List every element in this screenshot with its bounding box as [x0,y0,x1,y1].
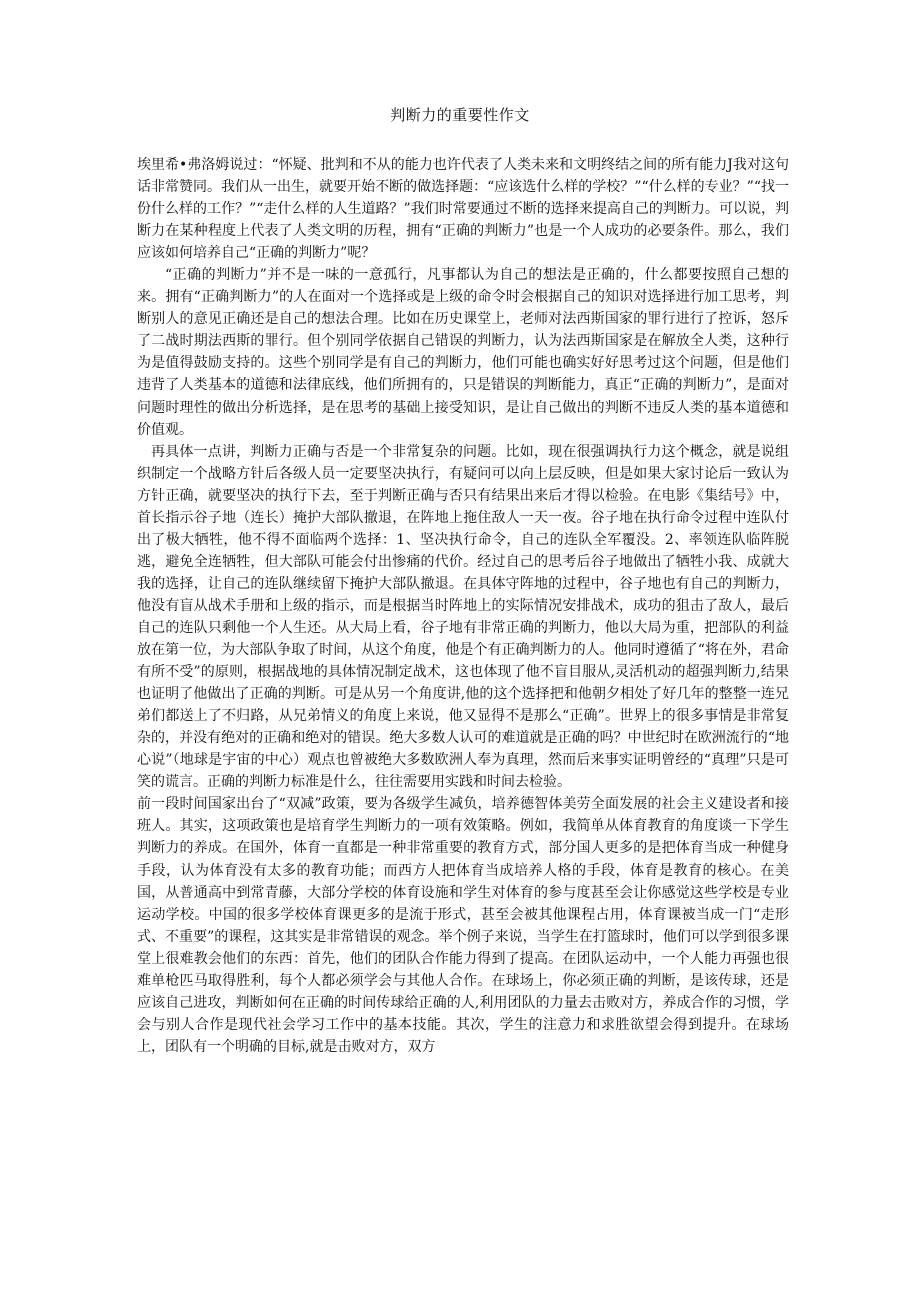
document-title: 判断力的重要性作文 [390,106,530,124]
paragraph-1: 埃里希•弗洛姆说过：“怀疑、批判和不从的能力也许代表了人类未来和文明终结之间的所有能力J我对这句话非常赞同。我们从一出生，就要开始不断的做选择题：“应该选什么样的学校？”“什么样的专业？”“找一份什么样的工作？”“走什么样的人生道路？”我们时常要通过不断的选择来提高自己的判断力。可以说，判断力在某种程度上代表了人类文明的历程，拥有“正确的判断力”也是一个人成功的必要条件。那么，我们应该如何培养自己“正确的判断力”呢？ [137,157,789,262]
document-body [137,154,789,1058]
paragraph-2: “正确的判断力”并不是一味的一意孤行，凡事都认为自己的想法是正确的，什么都要按照自己想的来。拥有“正确判断力”的人在面对一个选择或是上级的命令时会根据自己的知识对选择进行加工思考，判断别人的意见正确还是自己的想法合理。比如在历史课堂上，老师对法西斯国家的罪行进行了控诉，怒斥了二战时期法西斯的罪行。但个别同学依据自己错误的判断力，认为法西斯国家是在解放全人类，这种行为是值得鼓励支持的。这些个别同学是有自己的判断力，他们可能也确实好好思考过这个问题，但是他们违背了人类基本的道德和法律底线，他们所拥有的，只是错误的判断能力，真正“正确的判断力”，是面对问题时理性的做出分析选择，是在思考的基础上接受知识，是让自己做出的判断不违反人类的基本道德和价值观。 [137,267,789,438]
paragraph-4: 前一段时间国家出台了“双减”政策，要为各级学生减负，培养德智体美劳全面发展的社会主义建设者和接班人。其实，这项政策也是培育学生判断力的一项有效策略。例如，我简单从体育教育的角度谈一下学生判断力的养成。在国外，体育一直都是一种非常重要的教育方式，部分国人更多的是把体育当成一种健身手段，认为体育没有太多的教育功能；而西方人把体育当成培养人格的手段，体育是教育的核心。在美国，从普通高中到常青藤，大部分学校的体育设施和学生对体育的参与度甚至会让你感觉这些学校是专业运动学校。中国的很多学校体育课更多的是流于形式，甚至会被其他课程占用，体育课被当成一门“走形式、不重要”的课程，这其实是非常错误的观念。举个例子来说，当学生在打篮球时，他们可以学到很多课堂上很难教会他们的东西：首先，他们的团队合作能力得到了提高。在团队运动中，一个人能力再强也很难单枪匹马取得胜利，每个人都必须学会与其他人合作。在球场上，你必须正确的判断，是该传球，还是应该自己进攻，判断如何在正确的时间传球给正确的人,利用团队的力量去击败对方，养成合作的习惯，学会与别人合作是现代社会学习工作中的基本技能。其次，学生的注意力和求胜欲望会得到提升。在球场上，团队有一个明确的目标,就是击败对方，双方 [137,796,789,1055]
paragraph-3: 再具体一点讲，判断力正确与否是一个非常复杂的问题。比如，现在很强调执行力这个概念，就是说组织制定一个战略方针后各级人员一定要坚决执行，有疑问可以向上层反映，但是如果大家讨论后一致认为方针正确，就要坚决的执行下去，至于判断正确与否只有结果出来后才得以检验。在电影《集结号》中，首长指示谷子地（连长）掩护大部队撤退，在阵地上拖住敌人一天一夜。谷子地在执行命令过程中连队付出了极大牺牲，他不得不面临两个选择：1、坚决执行命令，自己的连队全军覆没。2、率领连队临阵脱逃，避免全连牺牲，但大部队可能会付出惨痛的代价。经过自己的思考后谷子地做出了牺牲小我、成就大我的选择，让自己的连队继续留下掩护大部队撤退。在具体守阵地的过程中，谷子地也有自己的判断力，他没有盲从战术手册和上级的指示，而是根据当时阵地上的实际情况安排战术，成功的狙击了敌人，最后自己的连队只剩他一个人生还。从大局上看，谷子地有非常正确的判断力，他以大局为重，把部队的利益放在第一位，为大部队争取了时间，从这个角度，他是个有正确判断力的人。他同时遵循了“将在外，君命有所不受”的原则，根据战地的具体情况制定战术，这也体现了他不盲目服从,灵活机动的超强判断力,结果也证明了他做出了正确的判断。可是从另一个角度讲,他的这个选择把和他朝夕相处了好几年的整整一连兄弟们都送上了不归路，从兄弟情义的角度上来说，他又显得不是那么“正确”。世界上的很多事情是非常复杂的，并没有绝对的正确和绝对的错误。绝大多数人认可的难道就是正确的吗？中世纪时在欧洲流行的“地心说”（地球是宇宙的中心）观点也曾被绝大多数欧洲人奉为真理，然而后来事实证明曾经的“真理”只是可笑的谎言。正确的判断力标准是什么，往往需要用实践和时间去检验。 [137,443,789,791]
